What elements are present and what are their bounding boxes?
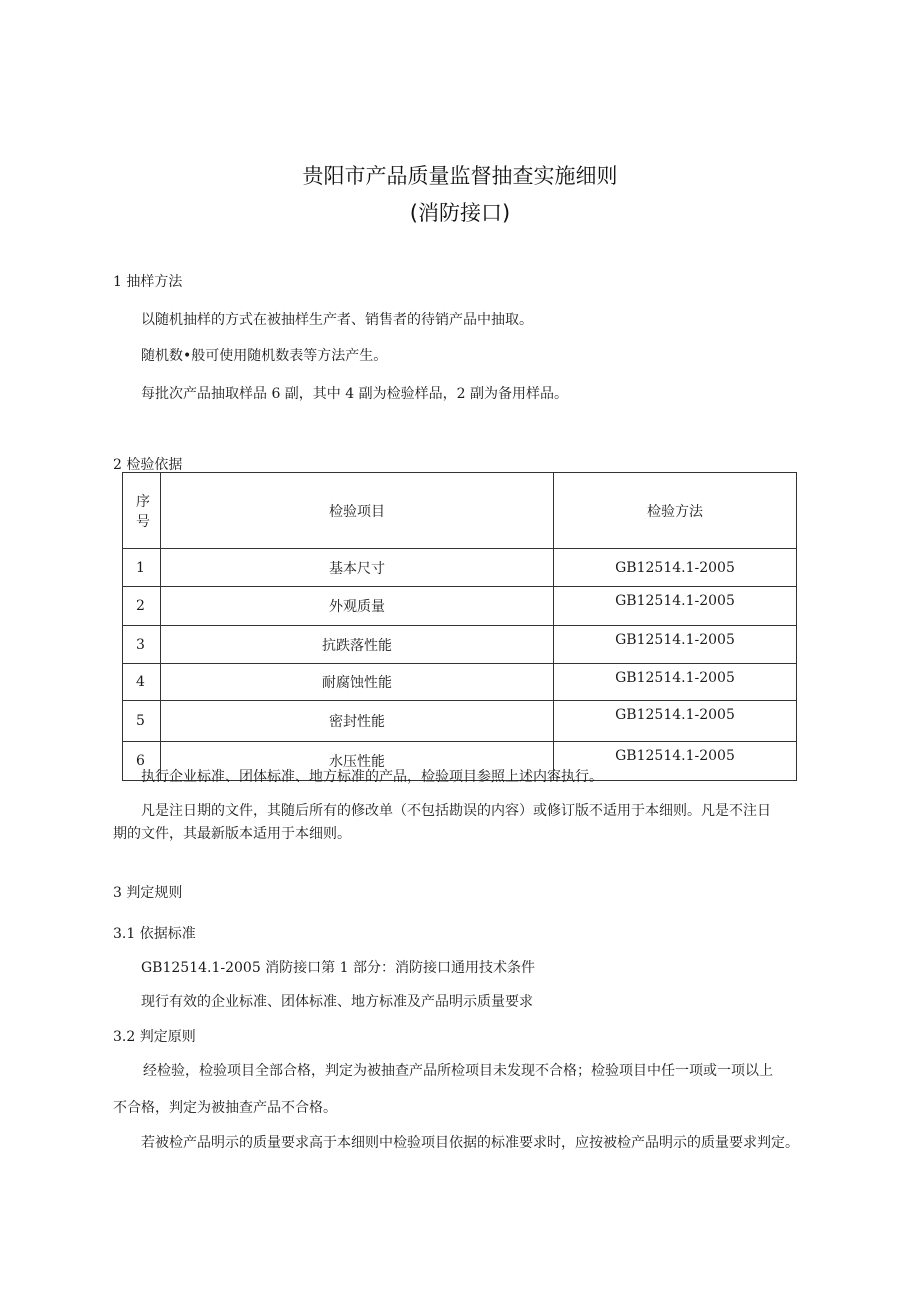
section-3-heading: 3 判定规则 [113, 885, 183, 901]
section-1-paragraph: 每批次产品抽取样品 6 副，其中 4 副为检验样品，2 副为备用样品。 [141, 386, 568, 402]
section-2-note-continued: 期的文件，其最新版本适用于本细则。 [113, 826, 351, 842]
inspection-table [122, 472, 797, 781]
row-no: 4 [123, 664, 161, 701]
section-1-paragraph: 随机数•般可使用随机数表等方法产生。 [141, 348, 388, 364]
table-row [123, 626, 797, 664]
table-row [123, 664, 797, 701]
row-no: 6 [123, 742, 161, 781]
row-method: GB12514.1-2005 [554, 587, 797, 626]
section-2-heading: 2 检验依据 [113, 457, 183, 473]
row-method: GB12514.1-2005 [554, 701, 797, 742]
section-3-2-heading: 3.2 判定原则 [113, 1029, 196, 1045]
document-subtitle: (消防接口) [409, 201, 511, 225]
section-3-1-heading: 3.1 依据标准 [113, 926, 196, 942]
table-header-row [123, 473, 797, 549]
section-2-note: 凡是注日期的文件，其随后所有的修改单（不包括勘误的内容）或修订版不适用于本细则。凡是不注日 [141, 803, 771, 819]
row-no: 3 [123, 626, 161, 664]
row-method: GB12514.1-2005 [554, 742, 797, 781]
header-item: 检验项目 [161, 473, 554, 549]
row-method: GB12514.1-2005 [554, 664, 797, 701]
standard-item: GB12514.1-2005 消防接口第 1 部分：消防接口通用技术条件 [141, 960, 535, 976]
judgement-paragraph-2: 若被检产品明示的质量要求高于本细则中检验项目依据的标准要求时，应按被检产品明示的质量要求判定。 [141, 1135, 799, 1151]
row-method: GB12514.1-2005 [554, 626, 797, 664]
row-no: 1 [123, 549, 161, 587]
standard-item: 现行有效的企业标准、团体标准、地方标准及产品明示质量要求 [141, 994, 533, 1010]
document-title: 贵阳市产品质量监督抽查实施细则 [302, 164, 618, 188]
section-2-note: 执行企业标准、团体标准、地方标准的产品，检验项目参照上述内容执行。 [141, 769, 603, 785]
row-item: 基本尺寸 [161, 549, 554, 587]
row-method: GB12514.1-2005 [554, 549, 797, 587]
row-item: 水压性能 [161, 742, 554, 781]
section-1-paragraph: 以随机抽样的方式在被抽样生产者、销售者的待销产品中抽取。 [141, 312, 533, 328]
row-item: 抗跌落性能 [161, 626, 554, 664]
judgement-paragraph-continued: 不合格，判定为被抽查产品不合格。 [113, 1100, 337, 1116]
section-1-heading: 1 抽样方法 [113, 274, 183, 290]
header-no: 序号 [123, 473, 161, 549]
table-row [123, 549, 797, 587]
judgement-paragraph: 经检验，检验项目全部合格，判定为被抽查产品所检项目未发现不合格；检验项目中任一项或一项以上 [143, 1063, 773, 1079]
row-item: 外观质量 [161, 587, 554, 626]
row-no: 2 [123, 587, 161, 626]
table-row [123, 587, 797, 626]
header-method: 检验方法 [554, 473, 797, 549]
row-no: 5 [123, 701, 161, 742]
row-item: 密封性能 [161, 701, 554, 742]
table-row [123, 701, 797, 742]
row-item: 耐腐蚀性能 [161, 664, 554, 701]
